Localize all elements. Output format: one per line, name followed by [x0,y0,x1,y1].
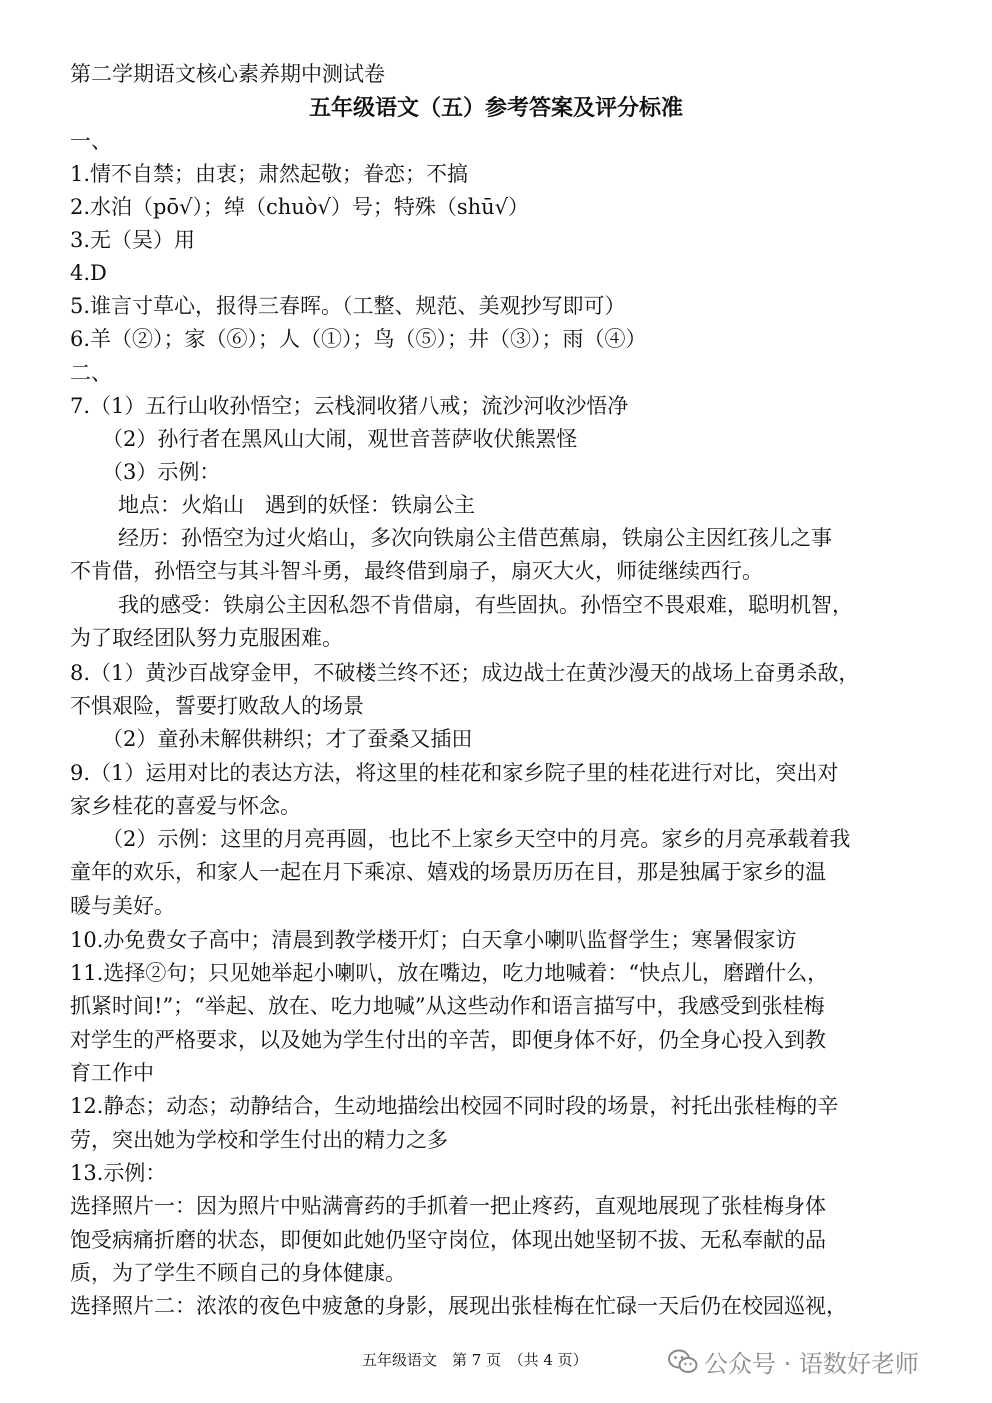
page-title: 五年级语文（五）参考答案及评分标准 [308,96,683,121]
page-footer: 五年级语文 第 7 页 （共 4 页） [362,1351,588,1369]
text-line: 6.羊（②）；家（⑥）；人（①）；鸟（⑤）；井（③）；雨（④） [70,327,647,351]
text-line: 9.（1）运用对比的表达方法，将这里的桂花和家乡院子里的桂花进行对比，突出对 [70,761,839,785]
text-line: 4.D [70,261,107,285]
text-line: 13.示例： [70,1161,167,1185]
text-line: 11.选择②句；只见她举起小喇叭，放在嘴边，吃力地喊着：“快点儿，磨蹭什么， [70,961,829,985]
text-line: 3.无（吴）用 [70,228,196,252]
text-line: 1.情不自禁；由衷；肃然起敬；眷恋；不搞 [70,162,469,186]
text-line: 我的感受：铁扇公主因私怨不肯借扇，有些固执。孙悟空不畏艰难，聪明机智， [118,593,853,617]
text-line: （2）示例：这里的月亮再圆，也比不上家乡天空中的月亮。家乡的月亮承载着我 [102,827,851,851]
watermark [668,1344,919,1379]
text-line: 不惧艰险，誓要打败敌人的场景 [70,694,364,718]
text-line: 12.静态；动态；动静结合，生动地描绘出校园不同时段的场景，衬托出张桂梅的辛 [70,1094,839,1118]
text-line: 为了取经团队努力克服困难。 [70,626,343,650]
text-line: 选择照片二：浓浓的夜色中疲惫的身影，展现出张桂梅在忙碌一天后仍在校园巡视， [70,1294,847,1318]
text-line: 饱受病痛折磨的状态，即便如此她仍坚守岗位，体现出她坚韧不拔、无私奉献的品 [70,1228,826,1252]
text-line: 二、 [70,361,112,385]
text-line: 2.水泊（pō√）；绰（chuò√）号；特殊（shū√） [70,195,530,219]
exam-header: 第二学期语文核心素养期中测试卷 [70,62,385,86]
text-line: 经历：孙悟空为过火焰山，多次向铁扇公主借芭蕉扇，铁扇公主因红孩儿之事 [118,526,832,550]
text-line: 育工作中 [70,1061,154,1085]
text-line: 童年的欢乐，和家人一起在月下乘凉、嬉戏的场景历历在目，那是独属于家乡的温 [70,860,826,884]
text-line: 5.谁言寸草心，报得三春晖。（工整、规范、美观抄写即可） [70,294,626,318]
text-line: 10.办免费女子高中；清晨到教学楼开灯；白天拿小喇叭监督学生；寒暑假家访 [70,928,797,952]
text-line: 选择照片一：因为照片中贴满膏药的手抓着一把止疼药，直观地展现了张桂梅身体 [70,1194,826,1218]
text-line: 质，为了学生不顾自己的身体健康。 [70,1261,406,1285]
text-line: 7.（1）五行山收孙悟空；云栈洞收猪八戒；流沙河收沙悟净 [70,394,629,418]
watermark-text: 公众号 · 语数好老师 [704,1350,919,1378]
text-line: 家乡桂花的喜爱与怀念。 [70,794,301,818]
text-line: 不肯借，孙悟空与其斗智斗勇，最终借到扇子，扇灭大火，师徒继续西行。 [70,559,763,583]
text-line: 抓紧时间!”；“举起、放在、吃力地喊”从这些动作和语言描写中，我感受到张桂梅 [70,994,825,1018]
text-line: 劳，突出她为学校和学生付出的精力之多 [70,1128,448,1152]
text-line: （2）孙行者在黑风山大闹，观世音菩萨收伏熊罴怪 [102,427,578,451]
text-line: 一、 [70,129,112,153]
text-line: （2）童孙未解供耕织；才了蚕桑又插田 [102,727,473,751]
wechat-icon [668,1349,698,1375]
text-line: 8.（1）黄沙百战穿金甲，不破楼兰终不还；成边战士在黄沙漫天的战场上奋勇杀敌， [70,661,860,685]
text-line: （3）示例： [102,460,221,484]
text-line: 地点：火焰山 遇到的妖怪：铁扇公主 [118,493,475,517]
text-line: 暖与美好。 [70,894,175,918]
text-line: 对学生的严格要求，以及她为学生付出的辛苦，即便身体不好，仍全身心投入到教 [70,1028,826,1052]
